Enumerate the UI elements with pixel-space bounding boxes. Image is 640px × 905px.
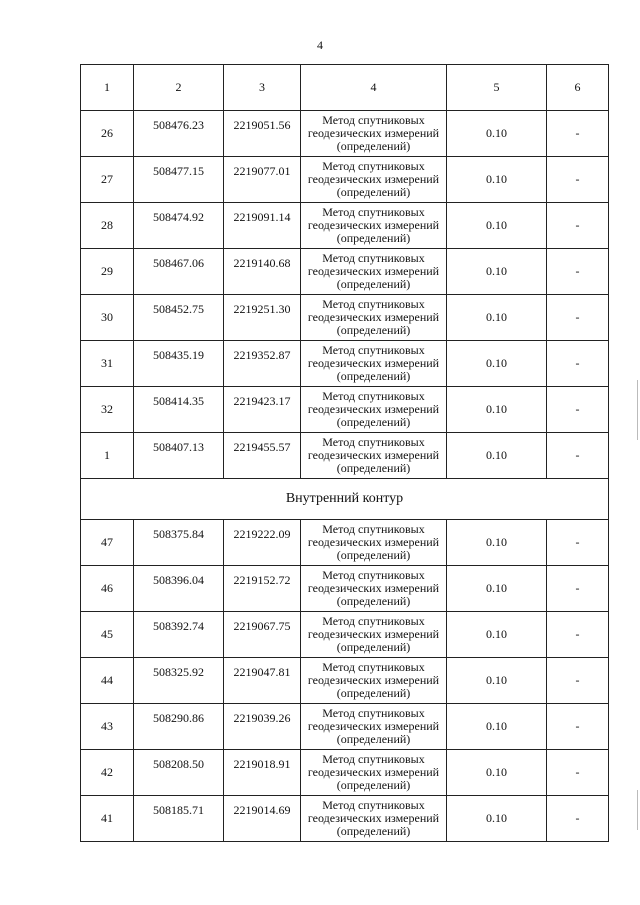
coordinate-y-text: 2219423.17 (233, 394, 291, 408)
method-cell (301, 341, 447, 387)
coordinate-x-text: 508185.71 (153, 803, 204, 817)
scan-edge-mark (637, 380, 638, 440)
method-line: Метод спутниковых (322, 752, 425, 766)
coordinate-x (134, 111, 224, 157)
coordinate-x (134, 612, 224, 658)
page-number: 4 (317, 38, 323, 52)
coordinate-x (134, 433, 224, 479)
coordinate-x-text: 508476.23 (153, 118, 204, 132)
method-cell (301, 433, 447, 479)
accuracy-value (447, 203, 547, 249)
coordinate-x (134, 203, 224, 249)
method-line: геодезических измерений (307, 535, 440, 549)
method-line: Метод спутниковых (322, 205, 425, 219)
accuracy-value-text: 0.10 (486, 264, 507, 278)
note-value (547, 111, 609, 157)
coordinate-x (134, 796, 224, 842)
method-line: Метод спутниковых (322, 113, 425, 127)
coordinate-y-text: 2219018.91 (233, 757, 291, 771)
note-value-text: - (575, 448, 580, 462)
coordinate-x (134, 249, 224, 295)
method-line: Метод спутниковых (322, 614, 425, 628)
accuracy-value-text: 0.10 (486, 535, 507, 549)
coordinate-x-text: 508375.84 (153, 527, 204, 541)
point-number-text: 29 (101, 264, 113, 278)
table-row (81, 341, 609, 387)
accuracy-value (447, 750, 547, 796)
accuracy-value (447, 566, 547, 612)
coordinate-y (224, 612, 301, 658)
note-value (547, 387, 609, 433)
method-line: (определений) (336, 686, 411, 700)
note-value (547, 341, 609, 387)
accuracy-value-text: 0.10 (486, 719, 507, 733)
method-cell (301, 111, 447, 157)
accuracy-value (447, 796, 547, 842)
method-line: Метод спутниковых (322, 568, 425, 582)
coordinate-y (224, 295, 301, 341)
accuracy-value-text: 0.10 (486, 581, 507, 595)
note-value-text: - (575, 581, 580, 595)
method-line: (определений) (336, 640, 411, 654)
point-number (81, 612, 134, 658)
coordinate-y (224, 520, 301, 566)
point-number-text: 32 (101, 402, 113, 416)
method-line: (определений) (336, 323, 411, 337)
method-line: Метод спутниковых (322, 389, 425, 403)
note-value (547, 658, 609, 704)
note-value (547, 203, 609, 249)
method-line: (определений) (336, 277, 411, 291)
method-line: геодезических измерений (307, 719, 440, 733)
coordinates-table (80, 64, 609, 842)
method-line: Метод спутниковых (322, 343, 425, 357)
accuracy-value-text: 0.10 (486, 310, 507, 324)
coordinate-x-text: 508290.86 (153, 711, 204, 725)
coordinate-x-text: 508208.50 (153, 757, 204, 771)
coordinate-x-text: 508414.35 (153, 394, 204, 408)
method-line: (определений) (336, 461, 411, 475)
coordinate-y-text: 2219067.75 (233, 619, 291, 633)
point-number (81, 295, 134, 341)
method-line: геодезических измерений (307, 765, 440, 779)
coordinate-x-text: 508435.19 (153, 348, 204, 362)
coordinate-x (134, 387, 224, 433)
coordinate-y-text: 2219014.69 (233, 803, 291, 817)
method-line: геодезических измерений (307, 811, 440, 825)
coordinate-y (224, 566, 301, 612)
accuracy-value (447, 295, 547, 341)
method-cell (301, 249, 447, 295)
coordinate-x-text: 508467.06 (153, 256, 204, 270)
coordinate-x (134, 658, 224, 704)
table-row (81, 612, 609, 658)
point-number (81, 111, 134, 157)
method-line: Метод спутниковых (322, 251, 425, 265)
method-line: Метод спутниковых (322, 522, 425, 536)
method-cell (301, 658, 447, 704)
coordinate-y-text: 2219140.68 (233, 256, 291, 270)
method-line: Метод спутниковых (322, 435, 425, 449)
note-value-text: - (575, 811, 580, 825)
coordinate-y (224, 433, 301, 479)
coordinate-x (134, 566, 224, 612)
method-cell (301, 157, 447, 203)
note-value-text: - (575, 402, 580, 416)
table-row (81, 566, 609, 612)
method-line: геодезических измерений (307, 673, 440, 687)
header-col-5: 5 (447, 65, 547, 111)
method-line: (определений) (336, 415, 411, 429)
coordinate-x-text: 508325.92 (153, 665, 204, 679)
method-line: геодезических измерений (307, 627, 440, 641)
header-col-4: 4 (301, 65, 447, 111)
point-number-text: 45 (101, 627, 113, 641)
point-number (81, 433, 134, 479)
note-value-text: - (575, 719, 580, 733)
table-row (81, 249, 609, 295)
point-number-text: 47 (101, 535, 113, 549)
accuracy-value-text: 0.10 (486, 172, 507, 186)
accuracy-value (447, 341, 547, 387)
point-number-text: 43 (101, 719, 113, 733)
point-number-text: 42 (101, 765, 113, 779)
note-value-text: - (575, 264, 580, 278)
method-line: (определений) (336, 369, 411, 383)
method-line: геодезических измерений (307, 218, 440, 232)
point-number (81, 157, 134, 203)
note-value-text: - (575, 356, 580, 370)
header-row (81, 65, 609, 111)
method-line: геодезических измерений (307, 264, 440, 278)
coordinate-y (224, 203, 301, 249)
point-number (81, 566, 134, 612)
method-line: (определений) (336, 732, 411, 746)
method-cell (301, 566, 447, 612)
method-line: геодезических измерений (307, 126, 440, 140)
method-cell (301, 704, 447, 750)
table-row (81, 520, 609, 566)
note-value-text: - (575, 673, 580, 687)
coordinate-x (134, 341, 224, 387)
header-col-3: 3 (224, 65, 301, 111)
coordinate-x-text: 508407.13 (153, 440, 204, 454)
coordinate-y (224, 750, 301, 796)
accuracy-value (447, 249, 547, 295)
method-line: (определений) (336, 185, 411, 199)
section-row (81, 479, 609, 520)
point-number (81, 796, 134, 842)
note-value (547, 157, 609, 203)
method-line: Метод спутниковых (322, 798, 425, 812)
coordinate-y-text: 2219051.56 (233, 118, 291, 132)
coordinate-x-text: 508477.15 (153, 164, 204, 178)
coordinate-y (224, 341, 301, 387)
method-line: (определений) (336, 548, 411, 562)
coordinate-y-text: 2219251.30 (233, 302, 291, 316)
header-col-2: 2 (134, 65, 224, 111)
point-number-text: 31 (101, 356, 113, 370)
table-row (81, 433, 609, 479)
table-row (81, 295, 609, 341)
note-value (547, 566, 609, 612)
method-line: (определений) (336, 824, 411, 838)
accuracy-value (447, 433, 547, 479)
coordinate-x-text: 508474.92 (153, 210, 204, 224)
note-value-text: - (575, 535, 580, 549)
table-row (81, 157, 609, 203)
coordinate-x (134, 157, 224, 203)
coordinate-y (224, 796, 301, 842)
note-value-text: - (575, 765, 580, 779)
table-row (81, 750, 609, 796)
coordinate-x (134, 520, 224, 566)
coordinate-x (134, 750, 224, 796)
accuracy-value-text: 0.10 (486, 402, 507, 416)
accuracy-value-text: 0.10 (486, 811, 507, 825)
note-value (547, 796, 609, 842)
accuracy-value-text: 0.10 (486, 218, 507, 232)
method-line: геодезических измерений (307, 356, 440, 370)
method-line: геодезических измерений (307, 310, 440, 324)
header-col-6: 6 (547, 65, 609, 111)
coordinate-y-text: 2219222.09 (233, 527, 291, 541)
method-cell (301, 520, 447, 566)
accuracy-value-text: 0.10 (486, 765, 507, 779)
method-line: (определений) (336, 139, 411, 153)
table-row (81, 203, 609, 249)
method-line: (определений) (336, 778, 411, 792)
method-line: Метод спутниковых (322, 706, 425, 720)
scan-edge-mark (637, 790, 638, 830)
accuracy-value (447, 612, 547, 658)
accuracy-value-text: 0.10 (486, 356, 507, 370)
point-number-text: 28 (101, 218, 113, 232)
accuracy-value-text: 0.10 (486, 627, 507, 641)
method-line: геодезических измерений (307, 581, 440, 595)
point-number (81, 387, 134, 433)
method-line: (определений) (336, 594, 411, 608)
coordinate-y-text: 2219047.81 (233, 665, 291, 679)
coordinate-y (224, 658, 301, 704)
accuracy-value-text: 0.10 (486, 673, 507, 687)
coordinate-y (224, 111, 301, 157)
coordinate-y-text: 2219039.26 (233, 711, 291, 725)
note-value (547, 612, 609, 658)
point-number-text: 27 (101, 172, 113, 186)
note-value-text: - (575, 627, 580, 641)
note-value (547, 520, 609, 566)
note-value-text: - (575, 218, 580, 232)
method-line: геодезических измерений (307, 172, 440, 186)
point-number (81, 520, 134, 566)
coordinate-x (134, 704, 224, 750)
accuracy-value (447, 387, 547, 433)
table-row (81, 387, 609, 433)
point-number-text: 41 (101, 811, 113, 825)
method-line: геодезических измерений (307, 448, 440, 462)
method-line: Метод спутниковых (322, 660, 425, 674)
coordinate-y-text: 2219352.87 (233, 348, 291, 362)
point-number-text: 1 (104, 448, 110, 462)
table-row (81, 704, 609, 750)
accuracy-value (447, 658, 547, 704)
note-value (547, 249, 609, 295)
coordinate-x-text: 508392.74 (153, 619, 204, 633)
note-value (547, 295, 609, 341)
coordinate-x-text: 508452.75 (153, 302, 204, 316)
accuracy-value (447, 157, 547, 203)
point-number-text: 26 (101, 126, 113, 140)
table-row (81, 111, 609, 157)
point-number (81, 203, 134, 249)
point-number (81, 249, 134, 295)
method-cell (301, 295, 447, 341)
method-cell (301, 387, 447, 433)
point-number (81, 750, 134, 796)
method-cell (301, 796, 447, 842)
coordinate-x-text: 508396.04 (153, 573, 204, 587)
accuracy-value-text: 0.10 (486, 126, 507, 140)
coordinate-y-text: 2219455.57 (233, 440, 291, 454)
coordinate-y (224, 249, 301, 295)
method-line: Метод спутниковых (322, 297, 425, 311)
coordinate-y-text: 2219077.01 (233, 164, 291, 178)
method-cell (301, 750, 447, 796)
method-line: геодезических измерений (307, 402, 440, 416)
table-row (81, 796, 609, 842)
method-cell (301, 203, 447, 249)
method-line: (определений) (336, 231, 411, 245)
note-value-text: - (575, 126, 580, 140)
coordinate-x (134, 295, 224, 341)
point-number (81, 341, 134, 387)
coordinate-y (224, 157, 301, 203)
section-title: Внутренний контур (81, 479, 609, 520)
coordinate-y (224, 704, 301, 750)
coordinate-y-text: 2219091.14 (233, 210, 291, 224)
point-number (81, 704, 134, 750)
point-number-text: 46 (101, 581, 113, 595)
accuracy-value (447, 520, 547, 566)
note-value-text: - (575, 172, 580, 186)
point-number-text: 44 (101, 673, 113, 687)
accuracy-value (447, 111, 547, 157)
header-col-1: 1 (81, 65, 134, 111)
accuracy-value (447, 704, 547, 750)
note-value (547, 704, 609, 750)
method-cell (301, 612, 447, 658)
point-number-text: 30 (101, 310, 113, 324)
coordinate-y (224, 387, 301, 433)
table-row (81, 658, 609, 704)
accuracy-value-text: 0.10 (486, 448, 507, 462)
note-value-text: - (575, 310, 580, 324)
note-value (547, 750, 609, 796)
coordinate-y-text: 2219152.72 (233, 573, 291, 587)
point-number (81, 658, 134, 704)
note-value (547, 433, 609, 479)
method-line: Метод спутниковых (322, 159, 425, 173)
